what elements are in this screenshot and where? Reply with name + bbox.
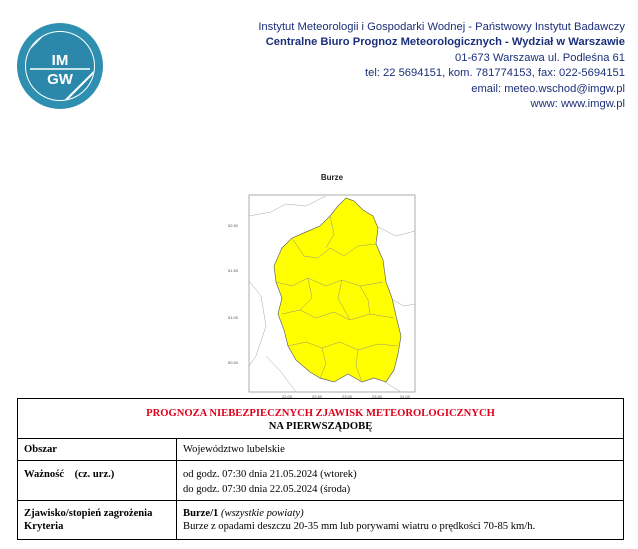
- address: 01-673 Warszawa ul. Podleśna 61: [455, 51, 625, 64]
- phenomenon-label-cell: [18, 501, 177, 540]
- validity-value-cell: [177, 461, 624, 501]
- validity-unit: (cz. urz.): [74, 469, 115, 480]
- lon-label: 23.00: [342, 394, 353, 399]
- email-link[interactable]: email: meteo.wschod@imgw.pl: [471, 82, 625, 95]
- validity-from: od godz. 07:30 dnia 21.05.2024 (wtorek): [183, 469, 357, 480]
- validity-to: do godz. 07:30 dnia 22.05.2024 (środa): [183, 484, 351, 495]
- lon-label: 23.50: [372, 394, 383, 399]
- phenomenon-value: Burze/1: [183, 508, 219, 519]
- validity-label: Ważność: [24, 469, 65, 480]
- imgw-logo: [16, 22, 104, 110]
- criteria-value: Burze z opadami deszczu 20-35 mm lub porywami wiatru o prędkości 70-85 km/h.: [183, 521, 536, 532]
- lat-label: 51.00: [228, 315, 239, 320]
- forecast-title: [18, 399, 624, 439]
- phenomenon-value-cell: [177, 501, 624, 540]
- map-title: Burze: [320, 173, 344, 182]
- lon-label: 22.50: [312, 394, 323, 399]
- forecast-title-line2: NA PIERWSZĄDOBĘ: [268, 421, 373, 432]
- forecast-title-line1: PROGNOZA NIEBEZPIECZNYCH ZJAWISK METEOROLOGICZNYCH: [146, 408, 495, 419]
- area-value: Województwo lubelskie: [177, 439, 624, 461]
- phone-numbers: tel: 22 5694151, kom. 781774153, fax: 022-5694151: [364, 67, 625, 80]
- website-link[interactable]: www: www.imgw.pl: [530, 98, 625, 111]
- phenomenon-label: Zjawisko/stopień zagrożenia: [24, 508, 153, 519]
- warning-map: [226, 186, 416, 400]
- validity-label-cell: [18, 461, 177, 501]
- lat-label: 52.50: [228, 223, 239, 228]
- phenomenon-scope: (wszystkie powiaty): [220, 508, 304, 519]
- logo-text-bottom: GW: [47, 71, 73, 88]
- institute-name: Instytut Meteorologii i Gospodarki Wodnej - Państwowy Instytut Badawczy: [258, 21, 625, 33]
- criteria-label: Kryteria: [24, 521, 64, 532]
- institute-header: [205, 20, 625, 112]
- lon-label: 22.00: [282, 394, 293, 399]
- logo-text-top: IM: [51, 52, 69, 69]
- forecast-table: [17, 398, 624, 540]
- lat-label: 50.50: [228, 360, 239, 365]
- area-label: Obszar: [18, 439, 177, 461]
- bureau-name: Centralne Biuro Prognoz Meteorologicznych - Wydział w Warszawie: [265, 36, 625, 49]
- lon-label: 24.00: [400, 394, 411, 399]
- lat-label: 51.50: [228, 268, 239, 273]
